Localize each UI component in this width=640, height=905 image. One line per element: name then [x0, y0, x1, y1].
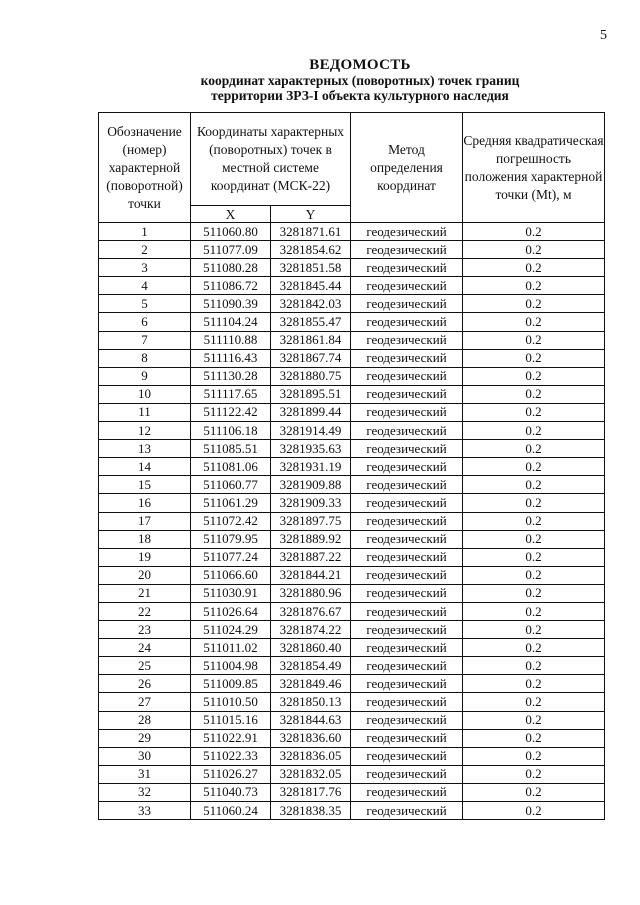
- cell-error: 0.2: [463, 241, 605, 259]
- cell-x: 511117.65: [191, 385, 271, 403]
- cell-error: 0.2: [463, 331, 605, 349]
- cell-y: 3281850.13: [271, 693, 351, 711]
- cell-error: 0.2: [463, 693, 605, 711]
- cell-x: 511104.24: [191, 313, 271, 331]
- title-line-2: территории ЗРЗ-I объекта культурного наследия: [211, 88, 509, 103]
- cell-error: 0.2: [463, 566, 605, 584]
- cell-method: геодезический: [351, 458, 463, 476]
- table-row: [99, 621, 605, 639]
- cell-x: 511077.24: [191, 548, 271, 566]
- cell-x: 511072.42: [191, 512, 271, 530]
- cell-error: 0.2: [463, 765, 605, 783]
- table-row: [99, 277, 605, 295]
- cell-point-number: 28: [99, 711, 191, 729]
- cell-y: 3281844.21: [271, 566, 351, 584]
- cell-method: геодезический: [351, 783, 463, 801]
- cell-y: 3281871.61: [271, 223, 351, 241]
- cell-method: геодезический: [351, 584, 463, 602]
- cell-point-number: 3: [99, 259, 191, 277]
- cell-y: 3281880.75: [271, 367, 351, 385]
- cell-x: 511077.09: [191, 241, 271, 259]
- cell-x: 511015.16: [191, 711, 271, 729]
- cell-y: 3281895.51: [271, 385, 351, 403]
- cell-x: 511116.43: [191, 349, 271, 367]
- cell-x: 511090.39: [191, 295, 271, 313]
- cell-point-number: 21: [99, 584, 191, 602]
- cell-error: 0.2: [463, 584, 605, 602]
- table-row: [99, 440, 605, 458]
- cell-x: 511061.29: [191, 494, 271, 512]
- table-row: [99, 223, 605, 241]
- cell-y: 3281851.58: [271, 259, 351, 277]
- cell-y: 3281817.76: [271, 783, 351, 801]
- cell-y: 3281845.44: [271, 277, 351, 295]
- cell-point-number: 14: [99, 458, 191, 476]
- table-row: [99, 729, 605, 747]
- cell-error: 0.2: [463, 295, 605, 313]
- table-row: [99, 367, 605, 385]
- coordinates-table: [98, 112, 605, 820]
- header-error: Средняя квадратическая погрешность положения характерной точки (Mt), м: [463, 113, 605, 223]
- cell-method: геодезический: [351, 711, 463, 729]
- cell-x: 511130.28: [191, 367, 271, 385]
- cell-y: 3281867.74: [271, 349, 351, 367]
- table-row: [99, 639, 605, 657]
- cell-y: 3281909.88: [271, 476, 351, 494]
- header-x: X: [191, 206, 271, 223]
- cell-y: 3281861.84: [271, 331, 351, 349]
- cell-method: геодезический: [351, 367, 463, 385]
- cell-error: 0.2: [463, 440, 605, 458]
- cell-x: 511066.60: [191, 566, 271, 584]
- table-row: [99, 295, 605, 313]
- page-number: 5: [600, 28, 607, 43]
- cell-x: 511011.02: [191, 639, 271, 657]
- cell-error: 0.2: [463, 313, 605, 331]
- cell-method: геодезический: [351, 476, 463, 494]
- cell-x: 511081.06: [191, 458, 271, 476]
- cell-method: геодезический: [351, 512, 463, 530]
- cell-method: геодезический: [351, 403, 463, 421]
- cell-error: 0.2: [463, 802, 605, 820]
- cell-error: 0.2: [463, 403, 605, 421]
- header-y: Y: [271, 206, 351, 223]
- table-row: [99, 313, 605, 331]
- cell-error: 0.2: [463, 223, 605, 241]
- table-row: [99, 512, 605, 530]
- cell-point-number: 30: [99, 747, 191, 765]
- cell-point-number: 5: [99, 295, 191, 313]
- cell-y: 3281887.22: [271, 548, 351, 566]
- cell-error: 0.2: [463, 639, 605, 657]
- cell-point-number: 7: [99, 331, 191, 349]
- table-row: [99, 675, 605, 693]
- cell-method: геодезический: [351, 802, 463, 820]
- table-row: [99, 259, 605, 277]
- cell-x: 511024.29: [191, 621, 271, 639]
- table-row: [99, 783, 605, 801]
- cell-method: геодезический: [351, 747, 463, 765]
- cell-x: 511085.51: [191, 440, 271, 458]
- cell-point-number: 27: [99, 693, 191, 711]
- cell-error: 0.2: [463, 783, 605, 801]
- cell-point-number: 4: [99, 277, 191, 295]
- cell-method: геодезический: [351, 349, 463, 367]
- cell-error: 0.2: [463, 602, 605, 620]
- cell-error: 0.2: [463, 349, 605, 367]
- cell-point-number: 8: [99, 349, 191, 367]
- cell-error: 0.2: [463, 747, 605, 765]
- cell-y: 3281909.33: [271, 494, 351, 512]
- cell-error: 0.2: [463, 494, 605, 512]
- cell-error: 0.2: [463, 621, 605, 639]
- cell-error: 0.2: [463, 729, 605, 747]
- cell-x: 511040.73: [191, 783, 271, 801]
- cell-x: 511060.80: [191, 223, 271, 241]
- table-row: [99, 693, 605, 711]
- cell-point-number: 32: [99, 783, 191, 801]
- cell-point-number: 9: [99, 367, 191, 385]
- cell-error: 0.2: [463, 657, 605, 675]
- cell-error: 0.2: [463, 711, 605, 729]
- cell-method: геодезический: [351, 259, 463, 277]
- cell-point-number: 20: [99, 566, 191, 584]
- cell-y: 3281849.46: [271, 675, 351, 693]
- cell-error: 0.2: [463, 512, 605, 530]
- cell-y: 3281842.03: [271, 295, 351, 313]
- cell-y: 3281880.96: [271, 584, 351, 602]
- cell-point-number: 10: [99, 385, 191, 403]
- cell-point-number: 22: [99, 602, 191, 620]
- cell-x: 511086.72: [191, 277, 271, 295]
- cell-method: геодезический: [351, 675, 463, 693]
- cell-y: 3281876.67: [271, 602, 351, 620]
- cell-y: 3281874.22: [271, 621, 351, 639]
- cell-method: геодезический: [351, 494, 463, 512]
- cell-y: 3281838.35: [271, 802, 351, 820]
- cell-x: 511022.33: [191, 747, 271, 765]
- cell-y: 3281832.05: [271, 765, 351, 783]
- cell-point-number: 19: [99, 548, 191, 566]
- cell-point-number: 16: [99, 494, 191, 512]
- header-point-number: Обозначение (номер) характерной (поворотной) точки: [99, 113, 191, 223]
- cell-method: геодезический: [351, 566, 463, 584]
- cell-error: 0.2: [463, 277, 605, 295]
- cell-x: 511009.85: [191, 675, 271, 693]
- cell-x: 511122.42: [191, 403, 271, 421]
- title-main: ВЕДОМОСТЬ: [309, 57, 411, 73]
- cell-method: геодезический: [351, 277, 463, 295]
- cell-point-number: 11: [99, 403, 191, 421]
- cell-method: геодезический: [351, 621, 463, 639]
- table-row: [99, 331, 605, 349]
- cell-x: 511106.18: [191, 422, 271, 440]
- title-line-1: координат характерных (поворотных) точек границ: [200, 73, 520, 88]
- cell-y: 3281836.60: [271, 729, 351, 747]
- cell-x: 511060.24: [191, 802, 271, 820]
- cell-y: 3281844.63: [271, 711, 351, 729]
- cell-x: 511026.27: [191, 765, 271, 783]
- cell-point-number: 29: [99, 729, 191, 747]
- cell-x: 511110.88: [191, 331, 271, 349]
- table-row: [99, 403, 605, 421]
- cell-method: геодезический: [351, 530, 463, 548]
- header-coordinates: Координаты характерных (поворотных) точек в местной системе координат (МСК-22): [191, 113, 351, 206]
- table-row: [99, 241, 605, 259]
- cell-y: 3281935.63: [271, 440, 351, 458]
- cell-point-number: 1: [99, 223, 191, 241]
- cell-point-number: 26: [99, 675, 191, 693]
- header-method: Метод определения координат: [351, 113, 463, 223]
- cell-y: 3281855.47: [271, 313, 351, 331]
- document-title: [150, 58, 570, 103]
- cell-x: 511079.95: [191, 530, 271, 548]
- cell-point-number: 2: [99, 241, 191, 259]
- table-row: [99, 566, 605, 584]
- cell-y: 3281860.40: [271, 639, 351, 657]
- cell-point-number: 31: [99, 765, 191, 783]
- cell-error: 0.2: [463, 530, 605, 548]
- cell-x: 511060.77: [191, 476, 271, 494]
- cell-method: геодезический: [351, 422, 463, 440]
- cell-method: геодезический: [351, 440, 463, 458]
- cell-point-number: 12: [99, 422, 191, 440]
- cell-error: 0.2: [463, 476, 605, 494]
- table-row: [99, 657, 605, 675]
- cell-point-number: 6: [99, 313, 191, 331]
- table-row: [99, 476, 605, 494]
- table-body: [99, 223, 605, 820]
- cell-method: геодезический: [351, 295, 463, 313]
- cell-method: геодезический: [351, 241, 463, 259]
- cell-method: геодезический: [351, 657, 463, 675]
- table-row: [99, 602, 605, 620]
- cell-method: геодезический: [351, 693, 463, 711]
- table-row: [99, 458, 605, 476]
- cell-point-number: 15: [99, 476, 191, 494]
- cell-point-number: 13: [99, 440, 191, 458]
- cell-y: 3281931.19: [271, 458, 351, 476]
- cell-method: геодезический: [351, 385, 463, 403]
- table-row: [99, 548, 605, 566]
- cell-y: 3281914.49: [271, 422, 351, 440]
- table-row: [99, 711, 605, 729]
- cell-method: геодезический: [351, 729, 463, 747]
- table-row: [99, 584, 605, 602]
- table-row: [99, 385, 605, 403]
- cell-x: 511080.28: [191, 259, 271, 277]
- cell-y: 3281897.75: [271, 512, 351, 530]
- cell-error: 0.2: [463, 422, 605, 440]
- cell-point-number: 17: [99, 512, 191, 530]
- cell-point-number: 33: [99, 802, 191, 820]
- cell-error: 0.2: [463, 259, 605, 277]
- cell-method: геодезический: [351, 223, 463, 241]
- cell-method: геодезический: [351, 331, 463, 349]
- table-row: [99, 422, 605, 440]
- cell-error: 0.2: [463, 548, 605, 566]
- cell-y: 3281899.44: [271, 403, 351, 421]
- cell-point-number: 18: [99, 530, 191, 548]
- cell-method: геодезический: [351, 639, 463, 657]
- cell-method: геодезический: [351, 602, 463, 620]
- table-row: [99, 530, 605, 548]
- cell-x: 511010.50: [191, 693, 271, 711]
- cell-point-number: 25: [99, 657, 191, 675]
- cell-y: 3281836.05: [271, 747, 351, 765]
- table-row: [99, 802, 605, 820]
- table-row: [99, 349, 605, 367]
- cell-point-number: 23: [99, 621, 191, 639]
- cell-method: геодезический: [351, 313, 463, 331]
- cell-y: 3281854.49: [271, 657, 351, 675]
- table-row: [99, 494, 605, 512]
- cell-method: геодезический: [351, 765, 463, 783]
- cell-x: 511026.64: [191, 602, 271, 620]
- cell-method: геодезический: [351, 548, 463, 566]
- cell-x: 511004.98: [191, 657, 271, 675]
- table-row: [99, 747, 605, 765]
- cell-x: 511030.91: [191, 584, 271, 602]
- cell-y: 3281889.92: [271, 530, 351, 548]
- cell-error: 0.2: [463, 385, 605, 403]
- cell-error: 0.2: [463, 367, 605, 385]
- table-row: [99, 765, 605, 783]
- cell-x: 511022.91: [191, 729, 271, 747]
- cell-error: 0.2: [463, 458, 605, 476]
- cell-y: 3281854.62: [271, 241, 351, 259]
- cell-point-number: 24: [99, 639, 191, 657]
- cell-error: 0.2: [463, 675, 605, 693]
